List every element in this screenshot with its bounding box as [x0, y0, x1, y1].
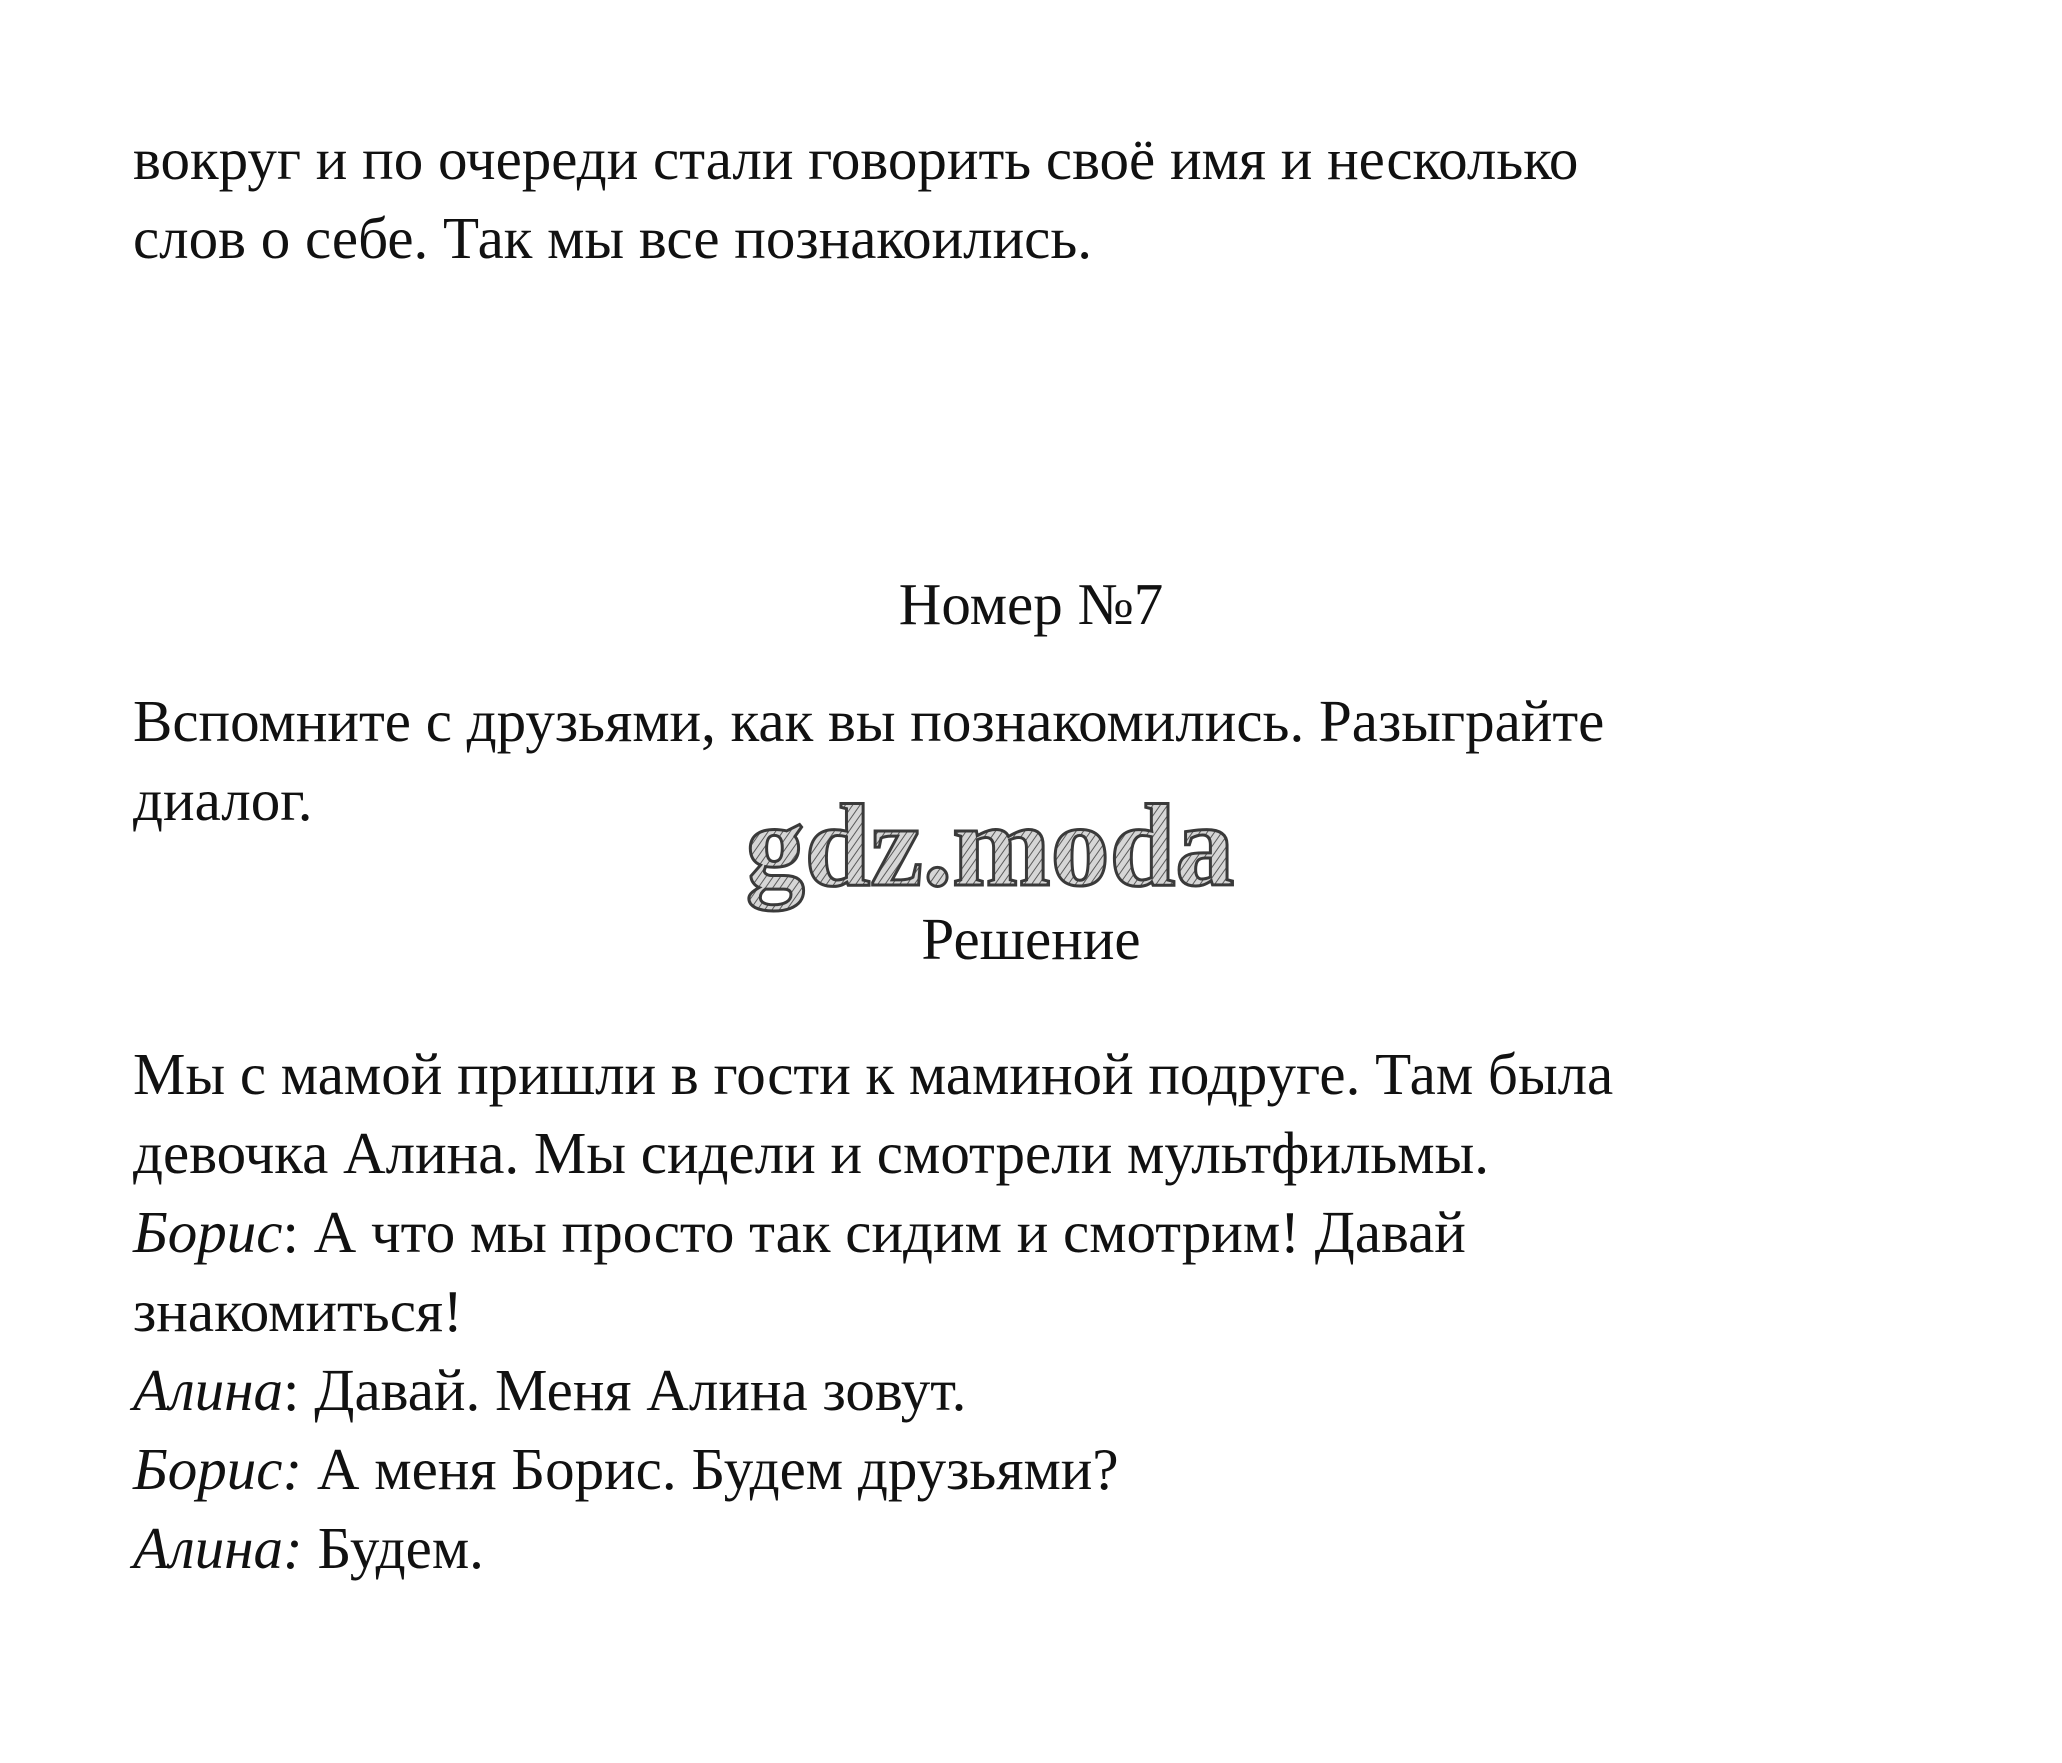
dialogue-line: [133, 1272, 1933, 1351]
speaker-name: Борис:: [133, 1436, 303, 1502]
solution-heading: Решение: [921, 906, 1141, 972]
speaker-name: Борис: [133, 1199, 283, 1265]
task-line-2: диалог.: [133, 767, 313, 833]
dialogue-text: Давай. Меня Алина зовут.: [314, 1357, 967, 1423]
dialogue-text: А меня Борис. Будем друзьями?: [316, 1436, 1119, 1502]
task-heading: Номер №7: [898, 571, 1164, 637]
speaker-separator: [303, 1515, 318, 1581]
dialogue-text: знакомиться!: [133, 1278, 463, 1344]
narrative-line-1: Мы с мамой пришли в гости к маминой подруге. Там была: [133, 1041, 1614, 1107]
dialogue-line: [133, 1509, 1933, 1588]
task-line-1: Вспомните с друзьями, как вы познакомились. Разыграйте: [133, 688, 1605, 754]
solution-body: [133, 1035, 1933, 1588]
dialogue-line: [133, 1430, 1933, 1509]
speaker-name: Алина:: [133, 1515, 303, 1581]
speaker-separator: [302, 1436, 317, 1502]
intro-line-1: вокруг и по очереди стали говорить своё имя и несколько: [133, 126, 1579, 192]
speaker-name: Алина: [133, 1357, 284, 1423]
speaker-separator: :: [283, 1357, 315, 1423]
dialogue-text: Будем.: [317, 1515, 484, 1581]
dialogue-text: А что мы просто так сидим и смотрим! Давай: [313, 1199, 1466, 1265]
narrative-line-2: девочка Алина. Мы сидели и смотрели мультфильмы.: [133, 1120, 1490, 1186]
speaker-separator: :: [282, 1199, 314, 1265]
dialogue-line: [133, 1351, 1933, 1430]
watermark-text: gdz.moda: [745, 780, 1235, 911]
intro-line-2: слов о себе. Так мы все познакоились.: [133, 205, 1093, 271]
intro-paragraph: [133, 120, 1933, 278]
dialogue-line: [133, 1193, 1933, 1272]
